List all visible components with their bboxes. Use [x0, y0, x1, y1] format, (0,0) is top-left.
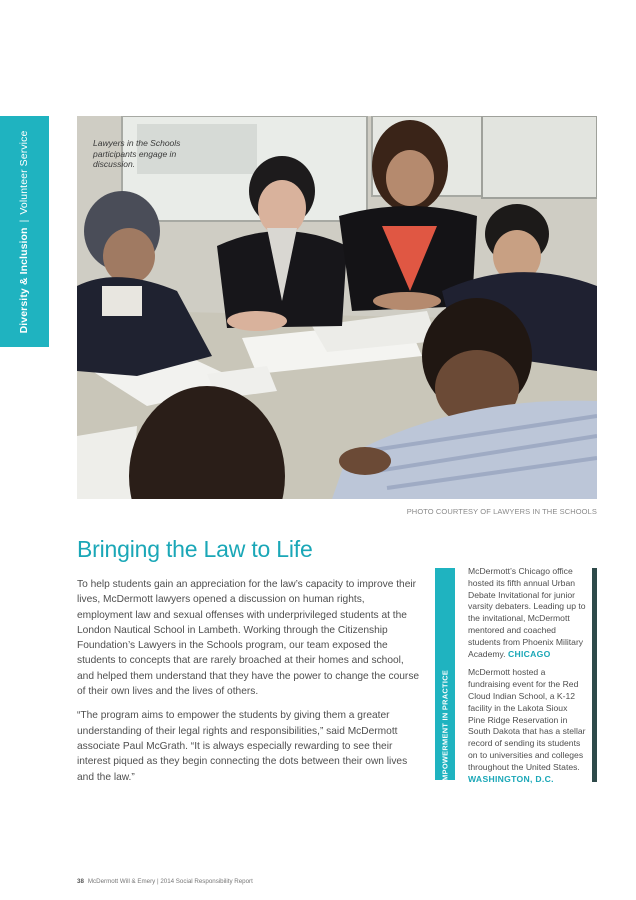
section-separator: | — [18, 219, 30, 223]
section-tab-label — [18, 131, 30, 334]
photo-credit: PHOTO COURTESY OF LAWYERS IN THE SCHOOLS — [406, 507, 597, 516]
page-number: 38 — [77, 878, 84, 885]
sidebar-item-text: McDermott hosted a fundraising event for the Red Cloud Indian School, a K-12 facility in the Lakota Sioux Pine Ridge Reservation in South Dakota that has a stellar record of sending its students on to universities and colleges throughout the United States. — [468, 667, 586, 772]
classroom-photo — [77, 116, 597, 499]
sidebar-item-location: CHICAGO — [507, 648, 551, 659]
sidebar-item-location: WASHINGTON, D.C. — [468, 773, 554, 784]
sidebar-item — [468, 667, 586, 785]
article-body — [77, 577, 422, 794]
sidebar-rule — [592, 568, 597, 782]
photo-illustration — [77, 116, 597, 499]
section-primary: Diversity & Inclusion — [18, 227, 30, 334]
section-secondary: Volunteer Service — [18, 130, 30, 215]
sidebar-label: EMPOWERMENT IN PRACTICE — [440, 669, 450, 787]
article-headline: Bringing the Law to Life — [77, 536, 313, 562]
photo-caption: Lawyers in the Schools participants engage in discussion. — [93, 138, 181, 169]
footer-text: McDermott Will & Emery | 2014 Social Responsibility Report — [87, 878, 253, 885]
article-paragraph: To help students gain an appreciation for the law’s capacity to improve their lives, McDermott lawyers opened a discussion on human rights, employment law and sexual offenses with underprivileged students at the London Nautical School in Lambeth. Working through the Citizenship Foundation’s Lawyers in the Schools program, our team exposed the students to concepts that are rarely broached at their homes and school, and helped them understand that they have the power to change the course of their own lives and the lives of others. — [77, 579, 420, 698]
sidebar-item-text: McDermott’s Chicago office hosted its fifth annual Urban Debate Invitational for junior varsity debaters. Leading up to the invitational, McDermott mentored and coached students from Phoenix Military Academy. — [468, 566, 586, 659]
article-paragraph: “The program aims to empower the students by giving them a greater understanding of their legal rights and responsibilities,” said McDermott associate Paul McGrath. “It is always especially rewarding to see their interest piqued as they begin connecting the dots between their own lives and the law.” — [77, 710, 408, 783]
sidebar-content — [468, 566, 586, 792]
page-footer — [77, 878, 253, 885]
sidebar-item — [468, 566, 586, 660]
